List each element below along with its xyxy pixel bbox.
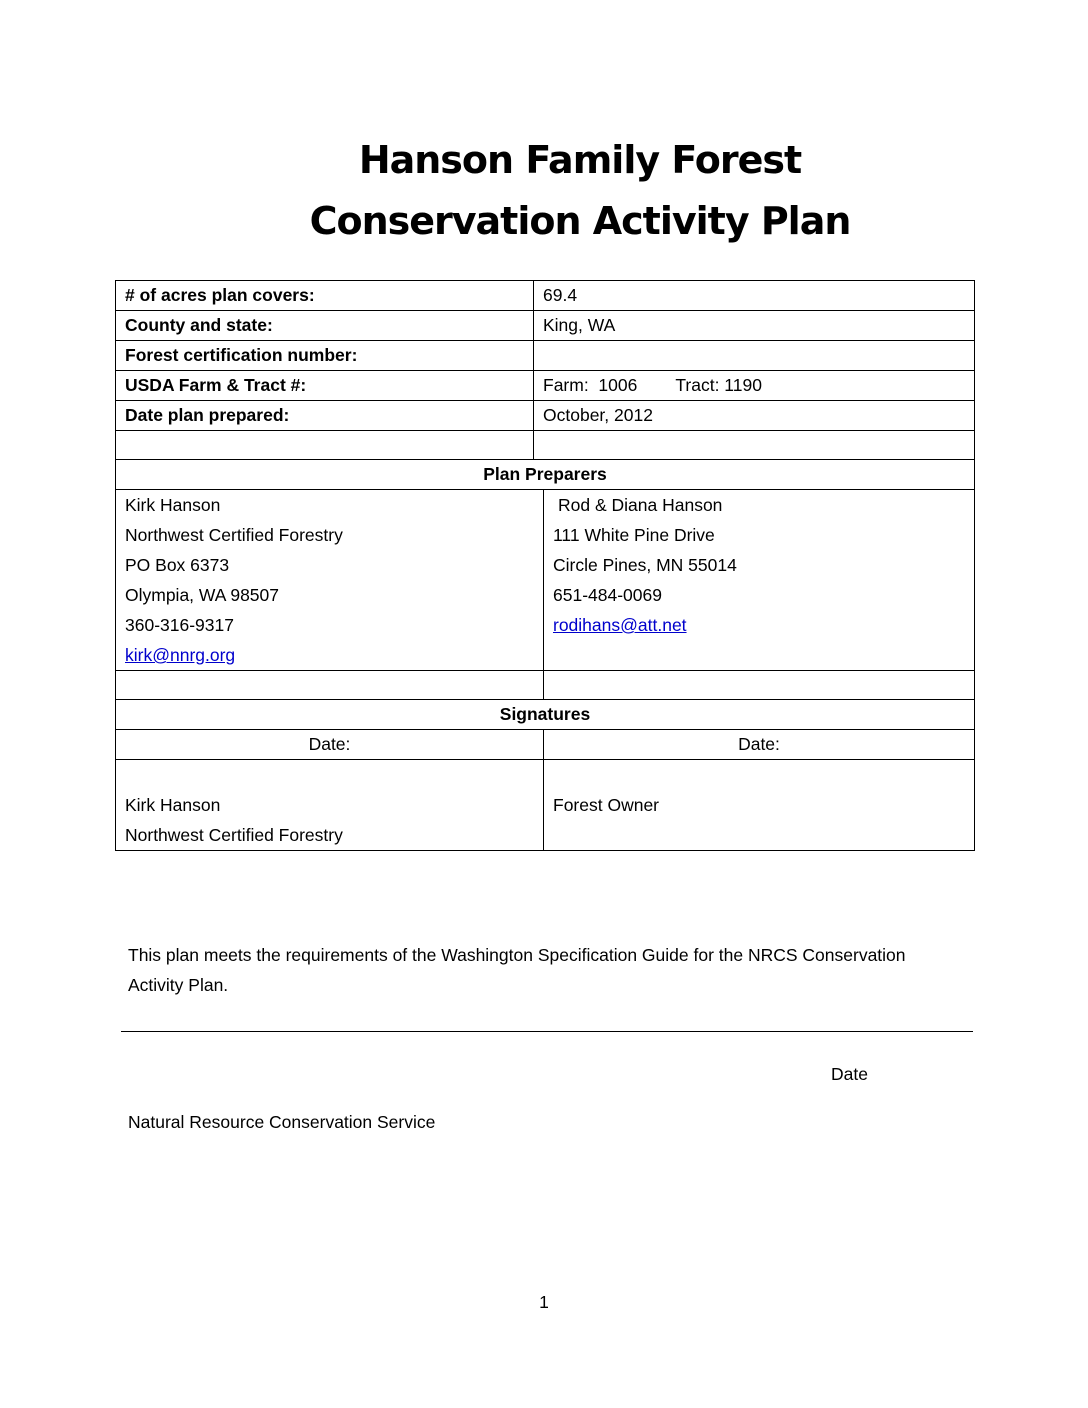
owner-phone: 651-484-0069 [553,585,662,605]
preparer-address-2: Olympia, WA 98507 [125,585,280,605]
empty-cell [116,431,534,460]
acres-label: # of acres plan covers: [116,281,534,311]
farm-tract-label: USDA Farm & Tract #: [116,371,534,401]
table-row [116,460,975,490]
certification-value [534,341,975,371]
page-number: 1 [539,1292,549,1312]
signer-name: Kirk Hanson [125,795,221,815]
tract-number: Tract: 1190 [675,375,762,395]
preparer-left-cell [116,490,544,671]
preparer-name: Kirk Hanson [125,495,221,515]
preparer-address-1: PO Box 6373 [125,555,230,575]
signature-date-right: Date: [544,730,975,760]
table-row [116,281,975,311]
farm-number: Farm: 1006 [543,375,638,395]
document-title-line-2: Conservation Activity Plan [309,199,851,243]
plan-info-table [115,280,975,851]
table-row-empty [116,671,975,700]
signature-right-cell [544,760,975,851]
owner-address-2: Circle Pines, MN 55014 [553,555,737,575]
document-title-line-1: Hanson Family Forest [358,138,802,182]
table-row [116,700,975,730]
owner-address-1: 111 White Pine Drive [553,525,715,545]
date-prepared-value: October, 2012 [534,401,975,431]
preparer-phone: 360-316-9317 [125,615,234,635]
certification-label: Forest certification number: [116,341,534,371]
owner-signer-label: Forest Owner [553,795,659,815]
table-row [116,341,975,371]
signature-left-cell [116,760,544,851]
signature-date-left: Date: [116,730,544,760]
requirements-statement: This plan meets the requirements of the Washington Specification Guide for the NRCS Conservation Activity Plan. [128,945,906,995]
preparers-row [116,490,975,671]
table-row [116,401,975,431]
preparer-right-cell [544,490,975,671]
signer-org: Northwest Certified Forestry [125,825,343,845]
table-row-empty [116,431,975,460]
agency-name: Natural Resource Conservation Service [128,1112,436,1132]
nrcs-date-label: Date [831,1064,868,1084]
owner-name: Rod & Diana Hanson [558,495,723,515]
preparer-email-link[interactable]: kirk@nnrg.org [125,645,236,665]
empty-cell [116,671,544,700]
preparer-org: Northwest Certified Forestry [125,525,343,545]
empty-cell [534,431,975,460]
farm-tract-value [534,371,975,401]
signature-line [121,1031,973,1032]
empty-cell [544,671,975,700]
table-row [116,730,975,760]
signatures-heading: Signatures [116,700,975,730]
acres-value: 69.4 [534,281,975,311]
county-state-label: County and state: [116,311,534,341]
signatures-row [116,760,975,851]
table-row [116,371,975,401]
date-prepared-label: Date plan prepared: [116,401,534,431]
preparers-heading: Plan Preparers [116,460,975,490]
table-row [116,311,975,341]
county-state-value: King, WA [534,311,975,341]
owner-email-link[interactable]: rodihans@att.net [553,615,687,635]
